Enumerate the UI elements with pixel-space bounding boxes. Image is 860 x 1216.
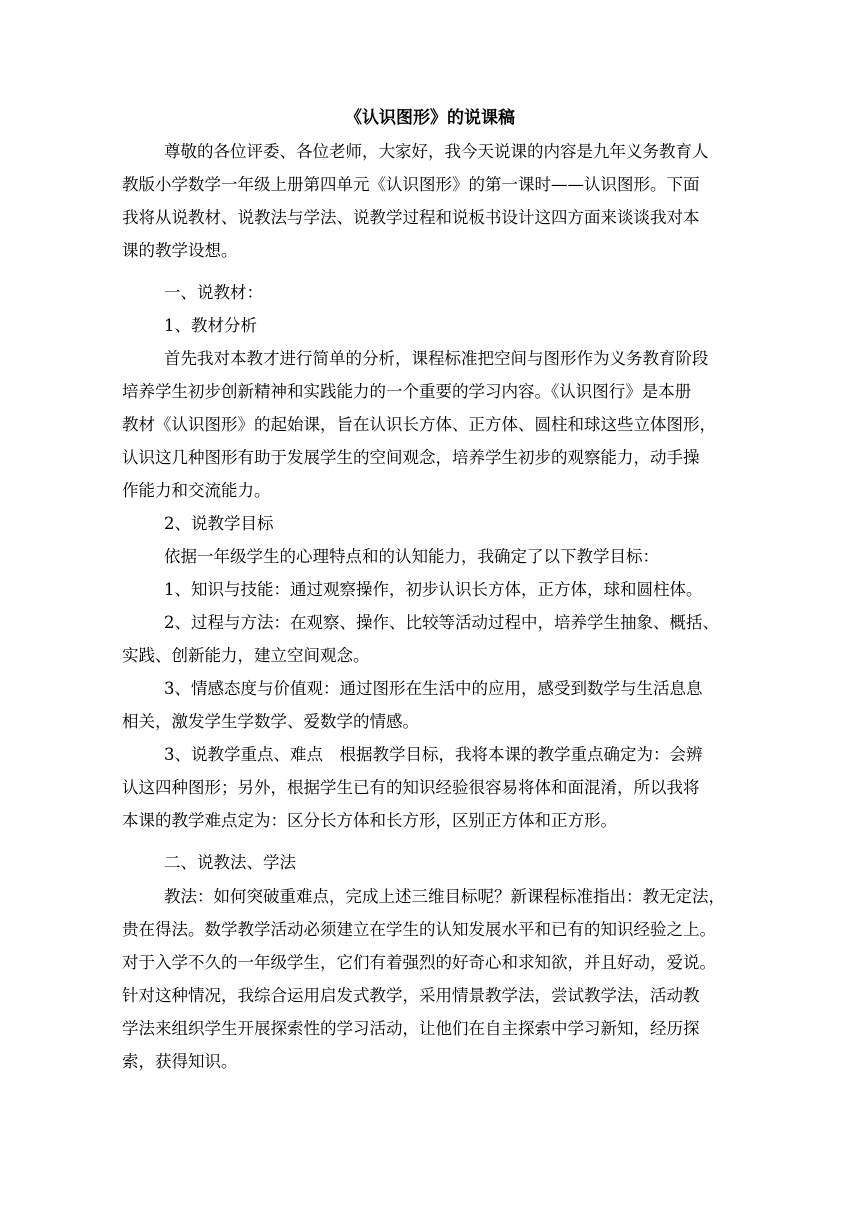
paragraph-line: 学法来组织学生开展探索性的学习活动，让他们在自主探索中学习新知，经历探 — [122, 1019, 700, 1038]
document-title: 《认识图形》的说课稿 — [345, 108, 515, 128]
section-heading: 一、说教材： — [164, 283, 263, 302]
paragraph-line: 认这四种图形；另外，根据学生已有的知识经验很容易将体和面混淆，所以我将 — [122, 778, 700, 797]
paragraph-line: 3、说教学重点、难点 根据教学目标，我将本课的教学重点确定为：会辨 — [164, 745, 703, 764]
paragraph-line: 1、知识与技能：通过观察操作，初步认识长方体，正方体，球和圆柱体。 — [164, 580, 703, 599]
paragraph-line: 索，获得知识。 — [122, 1052, 238, 1071]
paragraph-line: 3、情感态度与价值观：通过图形在生活中的应用，感受到数学与生活息息 — [164, 679, 703, 698]
paragraph-line: 依据一年级学生的心理特点和的认知能力，我确定了以下教学目标： — [164, 547, 659, 566]
paragraph-line: 实践、创新能力，建立空间观念。 — [122, 646, 370, 665]
paragraph-line: 教法：如何突破重难点，完成上述三维目标呢？新课程标准指出：教无定法， — [164, 887, 725, 906]
paragraph-line: 培养学生初步创新精神和实践能力的一个重要的学习内容。《认识图行》是本册 — [122, 382, 692, 401]
paragraph-line: 对于入学不久的一年级学生，它们有着强烈的好奇心和求知欲，并且好动，爱说。 — [122, 953, 716, 972]
paragraph-line: 认识这几种图形有助于发展学生的空间观念，培养学生初步的观察能力，动手操 — [122, 448, 700, 467]
paragraph-line: 课的教学设想。 — [122, 241, 238, 260]
paragraph-line: 作能力和交流能力。 — [122, 481, 271, 500]
paragraph-line: 2、过程与方法：在观察、操作、比较等活动过程中，培养学生抽象、概括、 — [164, 613, 719, 632]
paragraph-line: 相关，激发学生学数学、爱数学的情感。 — [122, 712, 419, 731]
paragraph-line: 首先我对本教才进行简单的分析，课程标准把空间与图形作为义务教育阶段 — [164, 349, 709, 368]
paragraph-line: 针对这种情况，我综合运用启发式教学，采用情景教学法，尝试教学法，活动教 — [122, 986, 700, 1005]
paragraph-line: 贵在得法。数学教学活动必须建立在学生的认知发展水平和已有的知识经验之上。 — [122, 920, 716, 939]
subsection-heading: 1、教材分析 — [164, 316, 257, 335]
paragraph-line: 教材《认识图形》的起始课，旨在认识长方体、正方体、圆柱和球这些立体图形， — [122, 415, 716, 434]
paragraph-line: 本课的教学难点定为：区分长方体和长方形，区别正方体和正方形。 — [122, 811, 617, 830]
paragraph-line: 我将从说教材、说教法与学法、说教学过程和说板书设计这四方面来谈谈我对本 — [122, 208, 700, 227]
paragraph-line: 教版小学数学一年级上册第四单元《认识图形》的第一课时——认识图形。下面 — [122, 175, 700, 194]
subsection-heading: 2、说教学目标 — [164, 514, 274, 533]
section-heading: 二、说教法、学法 — [164, 853, 296, 872]
paragraph-line: 尊敬的各位评委、各位老师，大家好，我今天说课的内容是九年义务教育人 — [164, 142, 709, 161]
